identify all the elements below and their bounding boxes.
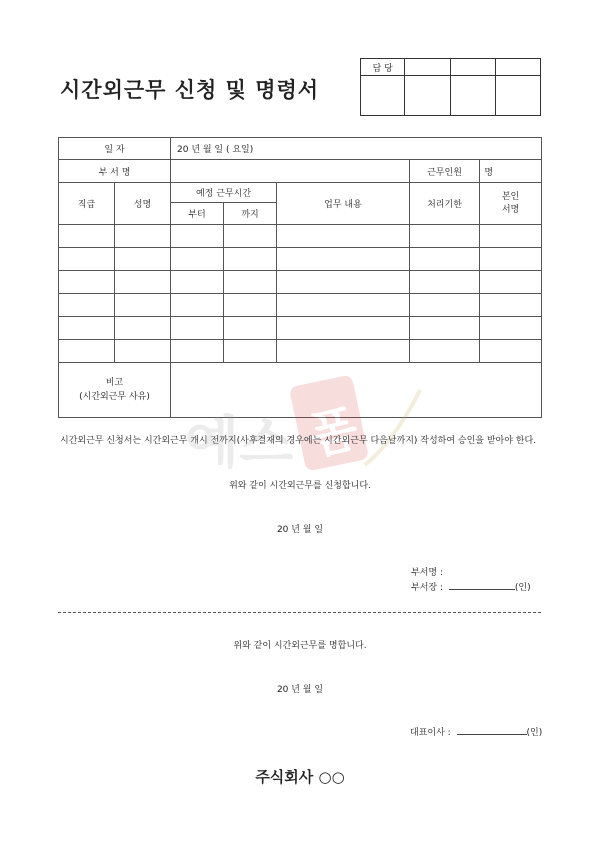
approval-sign-cell[interactable] xyxy=(361,76,405,116)
ceo-label: 대표이사 : xyxy=(410,728,451,738)
order-ceo-row xyxy=(410,725,542,738)
ceo-signature-line[interactable] xyxy=(457,734,527,735)
cell[interactable] xyxy=(224,294,277,317)
approval-head-cell[interactable] xyxy=(450,59,495,76)
header-to: 까지 xyxy=(224,203,277,225)
dept-label: 부 서 명 xyxy=(59,160,171,183)
company-name: 주식회사 ○○ xyxy=(255,768,345,786)
cell[interactable] xyxy=(277,294,410,317)
date-value[interactable]: 20 년 월 일 ( 요일) xyxy=(171,138,542,160)
apply-seal: (인) xyxy=(514,583,531,593)
cell[interactable] xyxy=(171,225,224,248)
approval-sign-cell[interactable] xyxy=(405,76,450,116)
apply-date: 20 년 월 일 xyxy=(276,525,324,535)
cell[interactable] xyxy=(480,317,542,340)
cell[interactable] xyxy=(410,294,480,317)
apply-statement: 위와 같이 시간외근무를 신청합니다. xyxy=(229,481,371,491)
table-row xyxy=(59,317,542,340)
approval-head-cell[interactable] xyxy=(405,59,450,76)
header-deadline: 처리기한 xyxy=(410,183,480,225)
cell[interactable] xyxy=(480,271,542,294)
header-rank: 직급 xyxy=(59,183,115,225)
header-from: 부터 xyxy=(171,203,224,225)
order-statement: 위와 같이 시간외근무를 명합니다. xyxy=(233,641,367,651)
cell[interactable] xyxy=(224,225,277,248)
order-date: 20 년 월 일 xyxy=(276,685,324,695)
cell[interactable] xyxy=(277,317,410,340)
cell[interactable] xyxy=(171,248,224,271)
approval-box xyxy=(360,58,541,116)
cut-line xyxy=(58,612,541,613)
cell[interactable] xyxy=(115,340,171,363)
count-unit: 명 xyxy=(484,167,494,178)
header-planned-time: 예정 근무시간 xyxy=(171,183,277,203)
header-signature: 본인 서명 xyxy=(480,183,542,225)
cell[interactable] xyxy=(59,225,115,248)
cell[interactable] xyxy=(59,317,115,340)
cell[interactable] xyxy=(224,271,277,294)
cell[interactable] xyxy=(115,225,171,248)
cell[interactable] xyxy=(59,340,115,363)
table-row xyxy=(59,248,542,271)
apply-head-label: 부서장 : xyxy=(411,583,443,593)
approval-label: 담 당 xyxy=(361,59,405,76)
table-row xyxy=(59,271,542,294)
cell[interactable] xyxy=(480,248,542,271)
table-row xyxy=(59,340,542,363)
cell[interactable] xyxy=(115,271,171,294)
cell[interactable] xyxy=(277,340,410,363)
cell[interactable] xyxy=(480,225,542,248)
approval-sign-cell[interactable] xyxy=(450,76,495,116)
cell[interactable] xyxy=(115,294,171,317)
approval-head-cell[interactable] xyxy=(495,59,540,76)
svg-text:예스: 예스 xyxy=(185,411,294,476)
cell[interactable] xyxy=(277,248,410,271)
apply-dept-label: 부서명 : xyxy=(411,568,443,578)
cell[interactable] xyxy=(410,317,480,340)
svg-text:폼: 폼 xyxy=(303,398,363,466)
dept-head-signature-line[interactable] xyxy=(449,589,515,590)
cell[interactable] xyxy=(410,248,480,271)
cell[interactable] xyxy=(171,317,224,340)
order-seal: (인) xyxy=(526,728,543,738)
cell[interactable] xyxy=(410,225,480,248)
cell[interactable] xyxy=(410,271,480,294)
dept-field[interactable] xyxy=(171,160,410,183)
table-row xyxy=(59,294,542,317)
watermark-logo xyxy=(185,370,425,490)
cell[interactable] xyxy=(171,340,224,363)
cell[interactable] xyxy=(59,248,115,271)
cell[interactable] xyxy=(115,248,171,271)
cell[interactable] xyxy=(224,248,277,271)
count-field[interactable] xyxy=(480,160,542,183)
document-title: 시간외근무 신청 및 명령서 xyxy=(60,78,320,102)
apply-head-row xyxy=(411,580,531,593)
header-name: 성명 xyxy=(115,183,171,225)
header-task: 업무 내용 xyxy=(277,183,410,225)
table-row xyxy=(59,225,542,248)
cell[interactable] xyxy=(480,294,542,317)
approval-sign-cell[interactable] xyxy=(495,76,540,116)
cell[interactable] xyxy=(277,225,410,248)
cell[interactable] xyxy=(59,294,115,317)
cell[interactable] xyxy=(59,271,115,294)
cell[interactable] xyxy=(410,340,480,363)
cell[interactable] xyxy=(277,271,410,294)
cell[interactable] xyxy=(171,271,224,294)
remarks-label: 비고 (시간외근무 사유) xyxy=(59,363,171,418)
cell[interactable] xyxy=(224,340,277,363)
cell[interactable] xyxy=(171,294,224,317)
cell[interactable] xyxy=(224,317,277,340)
cell[interactable] xyxy=(115,317,171,340)
count-label: 근무인원 xyxy=(410,160,480,183)
cell[interactable] xyxy=(480,340,542,363)
notice-text: 시간외근무 신청서는 시간외근무 개시 전까지(사후결재의 경우에는 시간외근무 다음날까지) 작성하여 승인을 받아야 한다. xyxy=(60,436,537,446)
date-label: 일 자 xyxy=(59,138,171,160)
